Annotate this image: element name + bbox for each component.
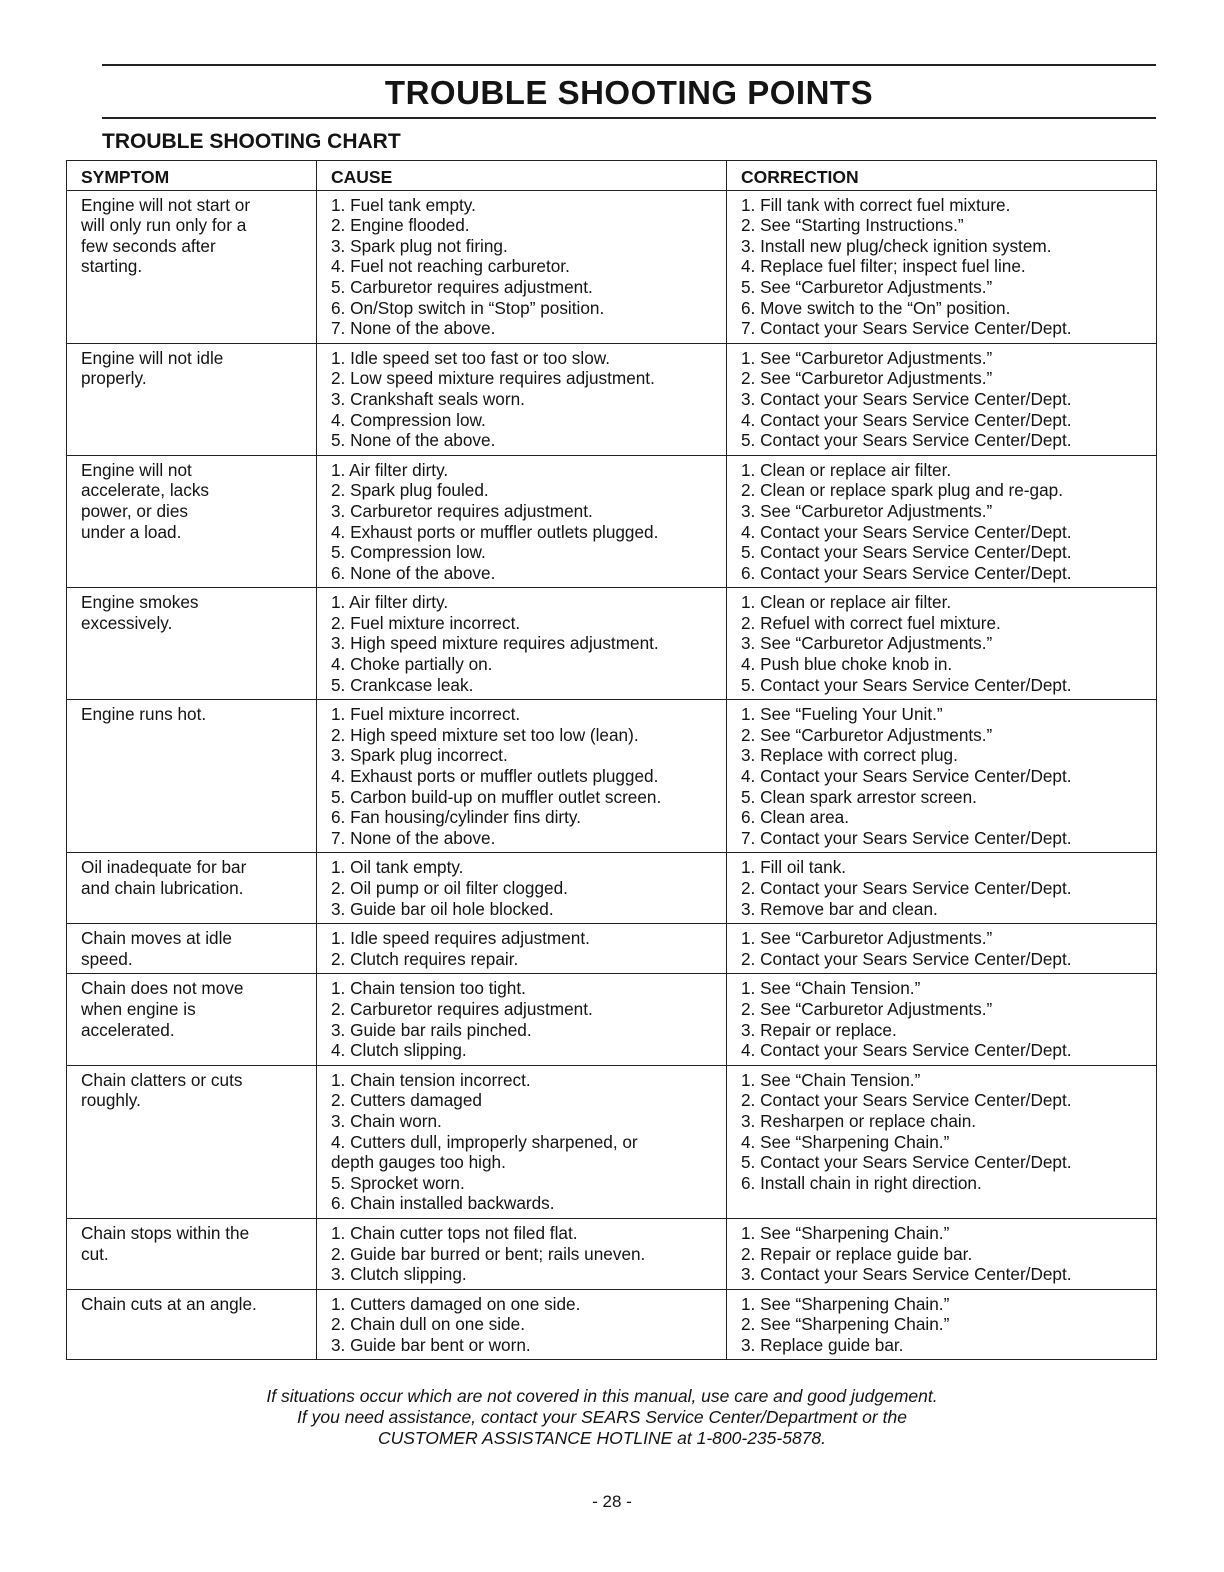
symptom-cell: Oil inadequate for bar and chain lubrication. [67,853,317,924]
top-rule [102,64,1156,66]
cause-cell [317,588,727,700]
cause-item: 3. Spark plug not firing. [331,235,508,256]
correction-cell [727,1218,1157,1289]
correction-item: 3. Remove bar and clean. [741,898,938,919]
cause-item: 3. Guide bar bent or worn. [331,1334,531,1355]
correction-item: 1. See “Fueling Your Unit.” [741,704,943,725]
correction-item: 3. Install new plug/check ignition system. [741,235,1052,256]
correction-item: 2. Contact your Sears Service Center/Dept. [741,878,1072,898]
symptom-cell: Engine will not idle properly. [67,343,317,455]
correction-list [741,460,1148,584]
correction-item: 3. Replace guide bar. [741,1334,904,1355]
cause-item: 4. Clutch slipping. [331,1040,467,1061]
correction-item: 1. See “Chain Tension.” [741,978,921,999]
correction-cell [727,588,1157,700]
cause-cell [317,455,727,588]
cause-item: 6. Chain installed backwards. [331,1193,555,1214]
correction-item: 2. Refuel with correct fuel mixture. [741,612,1001,633]
cause-item: 2. Engine flooded. [331,215,470,236]
cause-item: 1. Idle speed set too fast or too slow. [331,347,610,368]
cause-item: 4. Exhaust ports or muffler outlets plugged. [331,521,659,542]
cause-item: 5. Carburetor requires adjustment. [331,276,593,297]
correction-list [741,592,1148,695]
correction-item: 1. See “Chain Tension.” [741,1069,921,1090]
correction-item: 1. Clean or replace air filter. [741,459,952,480]
header-symptom: SYMPTOM [67,161,317,191]
symptom-cell: Chain stops within the cut. [67,1218,317,1289]
cause-item: 1. Fuel tank empty. [331,194,476,215]
table-row [67,1065,1157,1218]
correction-item: 2. See “Sharpening Chain.” [741,1314,950,1335]
table-row [67,853,1157,924]
cause-item: 7. None of the above. [331,827,496,848]
correction-item: 4. Contact your Sears Service Center/Dept. [741,1040,1072,1061]
cause-item: 2. Oil pump or oil filter clogged. [331,878,568,898]
cause-item: 5. Compression low. [331,542,486,563]
correction-item: 4. Push blue choke knob in. [741,654,953,675]
cause-list [331,928,718,969]
correction-item: 5. Clean spark arrestor screen. [741,786,977,807]
cause-cell [317,700,727,853]
table-row [67,1289,1157,1360]
correction-item: 3. See “Carburetor Adjustments.” [741,500,993,521]
cause-item: 1. Fuel mixture incorrect. [331,704,521,725]
cause-list [331,704,718,848]
cause-item: 5. Sprocket worn. [331,1172,465,1193]
cause-item: 2. Spark plug fouled. [331,480,489,501]
cause-item: 2. Low speed mixture requires adjustment. [331,368,655,389]
correction-item: 7. Contact your Sears Service Center/Dept. [741,827,1072,848]
cause-item: 2. High speed mixture set too low (lean). [331,724,639,745]
footer-line: If situations occur which are not covered in this manual, use care and good judgement. [266,1386,938,1406]
trouble-shooting-table [66,160,1157,1360]
correction-item: 3. Repair or replace. [741,1019,897,1040]
correction-item: 1. See “Carburetor Adjustments.” [741,928,993,949]
cause-item: 4. Fuel not reaching carburetor. [331,256,570,277]
correction-cell [727,924,1157,974]
symptom-cell: Chain clatters or cuts roughly. [67,1065,317,1218]
cause-item: 3. Guide bar rails pinched. [331,1019,532,1040]
correction-cell [727,1289,1157,1360]
correction-item: 6. Contact your Sears Service Center/Dept. [741,562,1072,583]
correction-list [741,704,1148,848]
correction-item: 1. Fill oil tank. [741,857,847,878]
cause-item: 4. Exhaust ports or muffler outlets plugged. [331,766,659,787]
cause-list [331,460,718,584]
correction-item: 7. Contact your Sears Service Center/Dept. [741,318,1072,339]
correction-list [741,195,1148,339]
cause-item: 3. Clutch slipping. [331,1264,467,1285]
cause-list [331,978,718,1060]
cause-list [331,348,718,451]
cause-cell [317,190,727,343]
table-row [67,343,1157,455]
cause-cell [317,853,727,924]
cause-item: 5. None of the above. [331,430,496,451]
title-rule [102,117,1156,119]
correction-item: 1. Fill tank with correct fuel mixture. [741,194,1011,215]
cause-item: 3. Guide bar oil hole blocked. [331,898,554,919]
cause-item: 6. On/Stop switch in “Stop” position. [331,297,605,318]
symptom-cell: Engine will not start or will only run only for a few seconds after starting. [67,190,317,343]
correction-item: 4. Replace fuel filter; inspect fuel line. [741,256,1026,277]
cause-item: 5. Carbon build-up on muffler outlet screen. [331,786,662,807]
chart-subtitle: TROUBLE SHOOTING CHART [102,130,401,153]
cause-item: 1. Air filter dirty. [331,459,449,480]
cause-item: 4. Compression low. [331,409,486,430]
cause-cell [317,1218,727,1289]
correction-item: 2. See “Carburetor Adjustments.” [741,368,993,389]
correction-item: 3. Contact your Sears Service Center/Dept. [741,388,1072,409]
cause-item: 2. Cutters damaged [331,1090,482,1111]
cause-item: 2. Chain dull on one side. [331,1314,525,1335]
correction-item: 5. Contact your Sears Service Center/Dept. [741,430,1072,451]
correction-list [741,1294,1148,1356]
correction-list [741,1223,1148,1285]
cause-cell [317,924,727,974]
correction-item: 6. Clean area. [741,807,849,828]
footer-line: If you need assistance, contact your SEARS Service Center/Department or the [297,1407,907,1427]
symptom-cell: Chain does not move when engine is accelerated. [67,974,317,1065]
cause-item: 3. Crankshaft seals worn. [331,388,525,409]
cause-item: 4. Cutters dull, improperly sharpened, or depth gauges too high. [331,1131,638,1173]
cause-cell [317,1065,727,1218]
cause-cell [317,343,727,455]
page-number: - 28 - [592,1492,632,1511]
cause-list [331,857,718,919]
correction-cell [727,853,1157,924]
cause-item: 2. Fuel mixture incorrect. [331,612,521,633]
correction-item: 1. See “Carburetor Adjustments.” [741,347,993,368]
cause-list [331,592,718,695]
table-row [67,190,1157,343]
correction-cell [727,455,1157,588]
correction-cell [727,974,1157,1065]
cause-cell [317,1289,727,1360]
cause-item: 3. Chain worn. [331,1110,442,1131]
table-body [67,190,1157,1360]
correction-item: 3. See “Carburetor Adjustments.” [741,633,993,654]
symptom-cell: Engine runs hot. [67,700,317,853]
correction-item: 5. See “Carburetor Adjustments.” [741,276,993,297]
header-cause: CAUSE [317,161,727,191]
correction-cell [727,1065,1157,1218]
table-row [67,924,1157,974]
correction-item: 4. Contact your Sears Service Center/Dept. [741,409,1072,430]
correction-item: 3. Resharpen or replace chain. [741,1110,977,1131]
cause-cell [317,974,727,1065]
correction-item: 2. See “Carburetor Adjustments.” [741,998,993,1019]
cause-item: 6. Fan housing/cylinder fins dirty. [331,807,581,828]
correction-item: 2. Contact your Sears Service Center/Dept. [741,1090,1072,1111]
cause-item: 2. Clutch requires repair. [331,948,519,969]
cause-item: 3. Spark plug incorrect. [331,745,508,766]
correction-item: 2. Contact your Sears Service Center/Dept. [741,948,1072,969]
cause-list [331,1294,718,1356]
correction-item: 3. Replace with correct plug. [741,745,958,766]
correction-item: 6. Move switch to the “On” position. [741,297,1011,318]
page-title: TROUBLE SHOOTING POINTS [384,74,874,111]
correction-list [741,348,1148,451]
table-row [67,1218,1157,1289]
symptom-cell: Engine will not accelerate, lacks power, or dies under a load. [67,455,317,588]
cause-list [331,195,718,339]
table-row [67,974,1157,1065]
cause-list [331,1223,718,1285]
correction-item: 1. Clean or replace air filter. [741,592,952,613]
correction-item: 5. Contact your Sears Service Center/Dept. [741,542,1072,563]
cause-item: 1. Air filter dirty. [331,592,449,613]
correction-list [741,928,1148,969]
correction-item: 2. Repair or replace guide bar. [741,1243,973,1264]
symptom-cell: Chain cuts at an angle. [67,1289,317,1360]
cause-item: 3. Carburetor requires adjustment. [331,500,593,521]
correction-item: 5. Contact your Sears Service Center/Dept. [741,1152,1072,1173]
symptom-cell: Engine smokes excessively. [67,588,317,700]
correction-item: 1. See “Sharpening Chain.” [741,1293,950,1314]
correction-list [741,1070,1148,1194]
correction-item: 2. See “Carburetor Adjustments.” [741,724,993,745]
cause-list [331,1070,718,1214]
table-row [67,700,1157,853]
correction-item: 5. Contact your Sears Service Center/Dept. [741,674,1072,695]
cause-item: 1. Oil tank empty. [331,857,464,878]
correction-item: 1. See “Sharpening Chain.” [741,1222,950,1243]
correction-item: 3. Contact your Sears Service Center/Dept. [741,1264,1072,1285]
correction-item: 2. See “Starting Instructions.” [741,215,964,236]
correction-item: 6. Install chain in right direction. [741,1172,982,1193]
cause-item: 3. High speed mixture requires adjustment. [331,633,659,654]
cause-item: 1. Idle speed requires adjustment. [331,928,590,949]
table-row [67,588,1157,700]
correction-cell [727,700,1157,853]
header-correction: CORRECTION [727,161,1157,191]
symptom-cell: Chain moves at idle speed. [67,924,317,974]
correction-cell [727,190,1157,343]
correction-cell [727,343,1157,455]
cause-item: 2. Guide bar burred or bent; rails uneven. [331,1243,646,1264]
table-header-row [67,161,1157,191]
footer-line: CUSTOMER ASSISTANCE HOTLINE at 1-800-235-5878. [377,1428,827,1448]
cause-item: 5. Crankcase leak. [331,674,474,695]
cause-item: 1. Chain cutter tops not filed flat. [331,1222,578,1243]
correction-list [741,978,1148,1060]
cause-item: 1. Chain tension incorrect. [331,1069,531,1090]
footer-note [102,1386,1102,1449]
cause-item: 1. Chain tension too tight. [331,978,526,999]
correction-item: 4. Contact your Sears Service Center/Dept. [741,521,1072,542]
correction-item: 4. See “Sharpening Chain.” [741,1131,950,1152]
correction-list [741,857,1148,919]
correction-item: 4. Contact your Sears Service Center/Dept. [741,766,1072,787]
table-row [67,455,1157,588]
correction-item: 2. Clean or replace spark plug and re-gap. [741,480,1063,501]
cause-item: 7. None of the above. [331,318,496,339]
cause-item: 4. Choke partially on. [331,654,493,675]
cause-item: 1. Cutters damaged on one side. [331,1293,581,1314]
cause-item: 6. None of the above. [331,562,496,583]
cause-item: 2. Carburetor requires adjustment. [331,998,593,1019]
